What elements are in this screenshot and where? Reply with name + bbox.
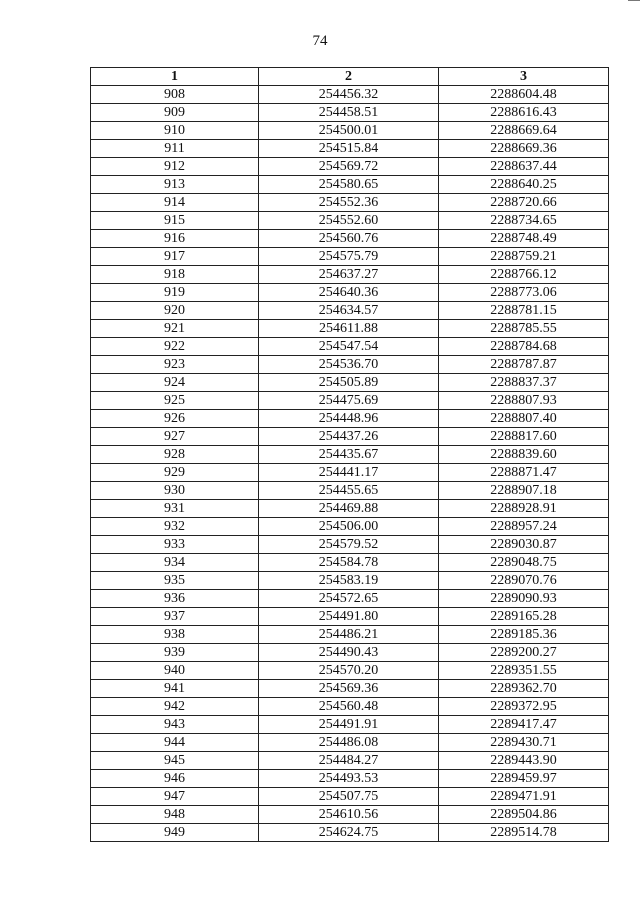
table-row [91,284,609,302]
table-row [91,86,609,104]
y-coordinate-cell: 2288640.25 [439,176,609,194]
y-coordinate-cell: 2288637.44 [439,158,609,176]
point-number-cell: 908 [91,86,259,104]
table-row [91,302,609,320]
x-coordinate-cell: 254455.65 [259,482,439,500]
y-coordinate-cell: 2288807.93 [439,392,609,410]
table-row [91,752,609,770]
y-coordinate-cell: 2289430.71 [439,734,609,752]
column-header-1: 1 [91,68,259,86]
y-coordinate-cell: 2289443.90 [439,752,609,770]
point-number-cell: 932 [91,518,259,536]
x-coordinate-cell: 254579.52 [259,536,439,554]
y-coordinate-cell: 2288781.15 [439,302,609,320]
point-number-cell: 940 [91,662,259,680]
table-row [91,590,609,608]
x-coordinate-cell: 254637.27 [259,266,439,284]
y-coordinate-cell: 2288907.18 [439,482,609,500]
x-coordinate-cell: 254500.01 [259,122,439,140]
point-number-cell: 933 [91,536,259,554]
point-number-cell: 948 [91,806,259,824]
point-number-cell: 928 [91,446,259,464]
x-coordinate-cell: 254634.57 [259,302,439,320]
point-number-cell: 945 [91,752,259,770]
x-coordinate-cell: 254611.88 [259,320,439,338]
y-coordinate-cell: 2289090.93 [439,590,609,608]
x-coordinate-cell: 254570.20 [259,662,439,680]
point-number-cell: 935 [91,572,259,590]
y-coordinate-cell: 2289514.78 [439,824,609,842]
x-coordinate-cell: 254610.56 [259,806,439,824]
table-row [91,158,609,176]
y-coordinate-cell: 2288669.36 [439,140,609,158]
point-number-cell: 936 [91,590,259,608]
point-number-cell: 930 [91,482,259,500]
y-coordinate-cell: 2288669.64 [439,122,609,140]
column-header-3: 3 [439,68,609,86]
scan-edge-line [628,0,640,1]
point-number-cell: 929 [91,464,259,482]
x-coordinate-cell: 254458.51 [259,104,439,122]
point-number-cell: 943 [91,716,259,734]
y-coordinate-cell: 2288837.37 [439,374,609,392]
x-coordinate-cell: 254552.60 [259,212,439,230]
y-coordinate-cell: 2289471.91 [439,788,609,806]
y-coordinate-cell: 2288784.68 [439,338,609,356]
x-coordinate-cell: 254583.19 [259,572,439,590]
x-coordinate-cell: 254547.54 [259,338,439,356]
point-number-cell: 944 [91,734,259,752]
table-row [91,824,609,842]
table-row [91,104,609,122]
y-coordinate-cell: 2289185.36 [439,626,609,644]
table-row [91,734,609,752]
x-coordinate-cell: 254486.21 [259,626,439,644]
x-coordinate-cell: 254490.43 [259,644,439,662]
y-coordinate-cell: 2288748.49 [439,230,609,248]
y-coordinate-cell: 2289165.28 [439,608,609,626]
table-row [91,788,609,806]
table-row [91,122,609,140]
point-number-cell: 919 [91,284,259,302]
x-coordinate-cell: 254435.67 [259,446,439,464]
table-body [91,86,609,842]
table-row [91,356,609,374]
table-row [91,626,609,644]
point-number-cell: 949 [91,824,259,842]
y-coordinate-cell: 2289417.47 [439,716,609,734]
table-row [91,716,609,734]
x-coordinate-cell: 254491.91 [259,716,439,734]
point-number-cell: 939 [91,644,259,662]
point-number-cell: 938 [91,626,259,644]
point-number-cell: 910 [91,122,259,140]
x-coordinate-cell: 254493.53 [259,770,439,788]
y-coordinate-cell: 2288759.21 [439,248,609,266]
x-coordinate-cell: 254437.26 [259,428,439,446]
y-coordinate-cell: 2289504.86 [439,806,609,824]
x-coordinate-cell: 254507.75 [259,788,439,806]
point-number-cell: 921 [91,320,259,338]
x-coordinate-cell: 254505.89 [259,374,439,392]
point-number-cell: 914 [91,194,259,212]
point-number-cell: 934 [91,554,259,572]
point-number-cell: 915 [91,212,259,230]
point-number-cell: 909 [91,104,259,122]
y-coordinate-cell: 2288766.12 [439,266,609,284]
y-coordinate-cell: 2289070.76 [439,572,609,590]
x-coordinate-cell: 254560.76 [259,230,439,248]
y-coordinate-cell: 2288807.40 [439,410,609,428]
y-coordinate-cell: 2288787.87 [439,356,609,374]
y-coordinate-cell: 2288604.48 [439,86,609,104]
table-row [91,194,609,212]
x-coordinate-cell: 254572.65 [259,590,439,608]
y-coordinate-cell: 2288928.91 [439,500,609,518]
x-coordinate-cell: 254624.75 [259,824,439,842]
x-coordinate-cell: 254569.36 [259,680,439,698]
x-coordinate-cell: 254484.27 [259,752,439,770]
x-coordinate-cell: 254469.88 [259,500,439,518]
x-coordinate-cell: 254506.00 [259,518,439,536]
y-coordinate-cell: 2288871.47 [439,464,609,482]
y-coordinate-cell: 2289030.87 [439,536,609,554]
point-number-cell: 937 [91,608,259,626]
y-coordinate-cell: 2288957.24 [439,518,609,536]
x-coordinate-cell: 254575.79 [259,248,439,266]
point-number-cell: 931 [91,500,259,518]
y-coordinate-cell: 2289362.70 [439,680,609,698]
y-coordinate-cell: 2289200.27 [439,644,609,662]
x-coordinate-cell: 254552.36 [259,194,439,212]
y-coordinate-cell: 2288785.55 [439,320,609,338]
table-row [91,644,609,662]
point-number-cell: 923 [91,356,259,374]
point-number-cell: 913 [91,176,259,194]
table-row [91,608,609,626]
table-row [91,392,609,410]
x-coordinate-cell: 254569.72 [259,158,439,176]
y-coordinate-cell: 2288839.60 [439,446,609,464]
y-coordinate-cell: 2288734.65 [439,212,609,230]
table-row [91,266,609,284]
point-number-cell: 947 [91,788,259,806]
table-row [91,770,609,788]
point-number-cell: 912 [91,158,259,176]
point-number-cell: 926 [91,410,259,428]
x-coordinate-cell: 254491.80 [259,608,439,626]
column-header-2: 2 [259,68,439,86]
point-number-cell: 920 [91,302,259,320]
y-coordinate-cell: 2289459.97 [439,770,609,788]
y-coordinate-cell: 2288616.43 [439,104,609,122]
x-coordinate-cell: 254515.84 [259,140,439,158]
table-row [91,176,609,194]
y-coordinate-cell: 2289351.55 [439,662,609,680]
table-row [91,428,609,446]
table-row [91,338,609,356]
table-row [91,662,609,680]
table-row [91,248,609,266]
point-number-cell: 922 [91,338,259,356]
table-row [91,374,609,392]
point-number-cell: 942 [91,698,259,716]
x-coordinate-cell: 254486.08 [259,734,439,752]
point-number-cell: 911 [91,140,259,158]
point-number-cell: 916 [91,230,259,248]
table-row [91,230,609,248]
table-row [91,410,609,428]
table-row [91,320,609,338]
table-row [91,536,609,554]
x-coordinate-cell: 254580.65 [259,176,439,194]
table-row [91,554,609,572]
table-row [91,572,609,590]
table-row [91,518,609,536]
point-number-cell: 918 [91,266,259,284]
coordinates-table [90,67,609,842]
x-coordinate-cell: 254441.17 [259,464,439,482]
point-number-cell: 927 [91,428,259,446]
table-row [91,482,609,500]
point-number-cell: 917 [91,248,259,266]
y-coordinate-cell: 2288773.06 [439,284,609,302]
point-number-cell: 924 [91,374,259,392]
point-number-cell: 925 [91,392,259,410]
table-row [91,680,609,698]
x-coordinate-cell: 254475.69 [259,392,439,410]
y-coordinate-cell: 2289372.95 [439,698,609,716]
page-number: 74 [312,33,328,49]
table-row [91,806,609,824]
point-number-cell: 946 [91,770,259,788]
table-row [91,698,609,716]
x-coordinate-cell: 254640.36 [259,284,439,302]
x-coordinate-cell: 254560.48 [259,698,439,716]
x-coordinate-cell: 254584.78 [259,554,439,572]
x-coordinate-cell: 254456.32 [259,86,439,104]
table-row [91,464,609,482]
x-coordinate-cell: 254448.96 [259,410,439,428]
y-coordinate-cell: 2288720.66 [439,194,609,212]
y-coordinate-cell: 2289048.75 [439,554,609,572]
table-row [91,212,609,230]
point-number-cell: 941 [91,680,259,698]
table-header-row [91,68,609,86]
y-coordinate-cell: 2288817.60 [439,428,609,446]
x-coordinate-cell: 254536.70 [259,356,439,374]
table-row [91,500,609,518]
table-row [91,446,609,464]
table-row [91,140,609,158]
